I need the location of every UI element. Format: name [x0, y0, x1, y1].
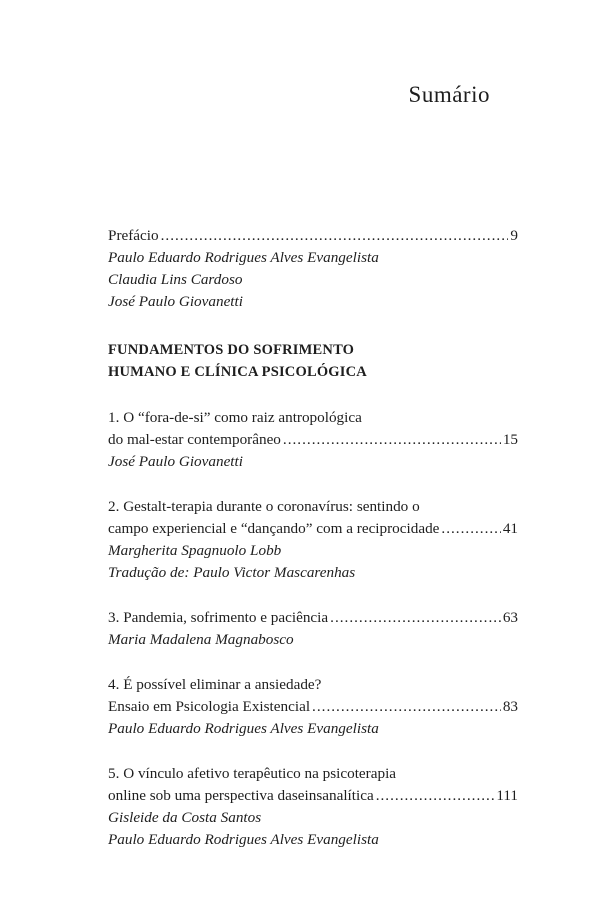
page-title: Sumário — [408, 82, 490, 107]
toc-line — [108, 607, 518, 629]
dot-leader — [161, 225, 509, 247]
entry-title-line: 5. O vínculo afetivo terapêutico na psicoterapia — [108, 765, 397, 782]
page-number: 41 — [502, 520, 518, 537]
entry-title-line: 1. O “fora-de-si” como raiz antropológica — [108, 409, 362, 426]
entry-title-line: 4. É possível eliminar a ansiedade? — [108, 676, 322, 693]
toc-line — [108, 518, 518, 540]
page-number: 63 — [502, 609, 518, 626]
entry-title-line: 2. Gestalt-terapia durante o coronavírus: sentindo o — [108, 498, 420, 515]
toc-entry-chapter-4 — [108, 674, 518, 740]
author: Paulo Eduardo Rodrigues Alves Evangelista — [108, 831, 379, 848]
section-heading-line: HUMANO E CLÍNICA PSICOLÓGICA — [108, 364, 367, 380]
dot-leader — [441, 518, 500, 540]
toc-line — [108, 785, 518, 807]
page-number: 111 — [496, 787, 518, 804]
section-heading — [108, 339, 518, 383]
entry-title-line: online sob uma perspectiva daseinsanalítica — [108, 787, 374, 804]
author: Gisleide da Costa Santos — [108, 809, 262, 826]
toc-entry-chapter-5 — [108, 763, 518, 851]
entry-title-line: Ensaio em Psicologia Existencial — [108, 698, 311, 715]
section-heading-line: FUNDAMENTOS DO SOFRIMENTO — [108, 342, 355, 358]
entry-title-line: campo experiencial e “dançando” com a reciprocidade — [108, 520, 440, 537]
toc-line — [108, 225, 518, 247]
table-of-contents — [108, 225, 518, 851]
toc-line — [108, 696, 518, 718]
toc-entry-chapter-2 — [108, 496, 518, 584]
entry-title: Prefácio — [108, 227, 159, 244]
toc-entry-chapter-3 — [108, 607, 518, 651]
entry-title-line: 3. Pandemia, sofrimento e paciência — [108, 609, 329, 626]
dot-leader — [283, 429, 501, 451]
toc-entry-chapter-1 — [108, 407, 518, 473]
toc-line — [108, 429, 518, 451]
translator: Tradução de: Paulo Victor Mascarenhas — [108, 564, 356, 581]
author: Paulo Eduardo Rodrigues Alves Evangelista — [108, 249, 379, 266]
author: José Paulo Giovanetti — [108, 293, 243, 310]
page-number: 15 — [502, 431, 518, 448]
author: Maria Madalena Magnabosco — [108, 631, 294, 648]
page-number: 9 — [510, 227, 518, 244]
dot-leader — [312, 696, 501, 718]
author: Margherita Spagnuolo Lobb — [108, 542, 282, 559]
dot-leader — [376, 785, 495, 807]
page-number: 83 — [502, 698, 518, 715]
dot-leader — [330, 607, 501, 629]
toc-entry-preface — [108, 225, 518, 313]
author: Paulo Eduardo Rodrigues Alves Evangelista — [108, 720, 379, 737]
entry-title-line: do mal-estar contemporâneo — [108, 431, 281, 448]
author: José Paulo Giovanetti — [108, 453, 243, 470]
author: Claudia Lins Cardoso — [108, 271, 243, 288]
